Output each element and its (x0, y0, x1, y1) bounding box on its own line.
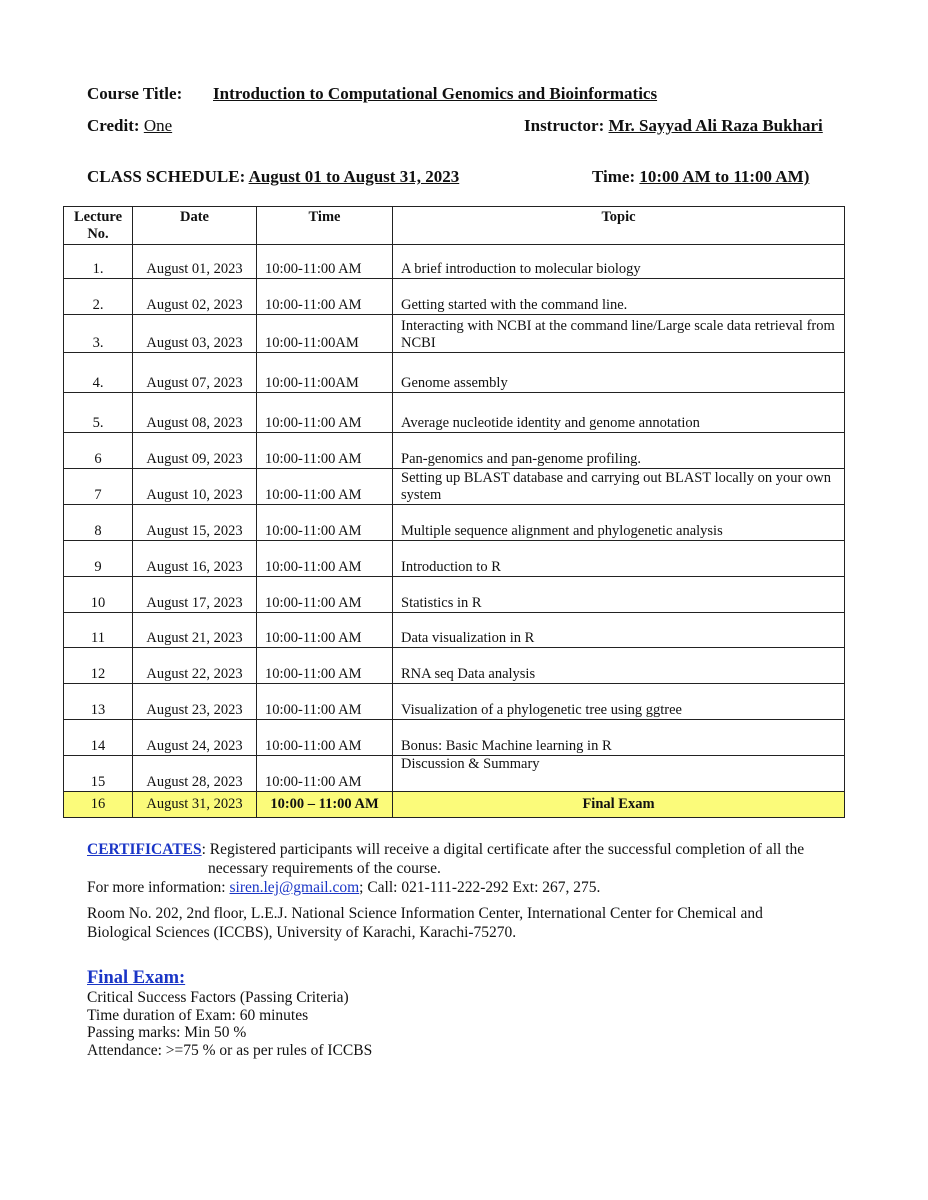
time-value: 10:00 AM to 11:00 AM) (639, 167, 810, 186)
class-schedule-dates: August 01 to August 31, 2023 (248, 167, 460, 186)
lecture-date: August 22, 2023 (133, 648, 257, 684)
lecture-time: 10:00-11:00 AM (257, 279, 393, 315)
lecture-topic: Final Exam (393, 792, 845, 818)
lecture-topic: Bonus: Basic Machine learning in R (393, 720, 845, 756)
class-schedule-label: CLASS SCHEDULE (87, 167, 240, 186)
lecture-date: August 02, 2023 (133, 279, 257, 315)
lecture-date: August 16, 2023 (133, 541, 257, 577)
lecture-topic: Statistics in R (393, 577, 845, 613)
table-row (64, 720, 845, 756)
address (87, 904, 847, 942)
final-exam-list (87, 989, 372, 1059)
certificates-text: : Registered participants will receive a digital certificate after the successful completion of all the (201, 841, 805, 858)
list-item: Passing marks: Min 50 % (87, 1024, 247, 1041)
lecture-topic: Multiple sequence alignment and phylogenetic analysis (393, 505, 845, 541)
address-line: Biological Sciences (ICCBS), University of Karachi, Karachi-75270. (87, 924, 517, 941)
certificates-text-cont: necessary requirements of the course. (208, 860, 441, 877)
lecture-no: 13 (64, 684, 133, 720)
lecture-no: 3. (64, 315, 133, 353)
credit-label: Credit: (87, 116, 140, 135)
lecture-date: August 21, 2023 (133, 613, 257, 648)
course-title: Introduction to Computational Genomics and Bioinformatics (213, 84, 658, 103)
lecture-topic: A brief introduction to molecular biology (393, 245, 845, 279)
table-header-row (64, 207, 845, 245)
lecture-date: August 31, 2023 (133, 792, 257, 818)
lecture-topic: Average nucleotide identity and genome annotation (393, 393, 845, 433)
list-item: Attendance: >=75 % or as per rules of ICCBS (87, 1041, 373, 1059)
lecture-no: 12 (64, 648, 133, 684)
lecture-no: 4. (64, 353, 133, 393)
credit-line (87, 116, 172, 136)
lecture-topic: Introduction to R (393, 541, 845, 577)
info-prefix: For more information: (87, 879, 230, 896)
instructor-name: Mr. Sayyad Ali Raza Bukhari (608, 116, 823, 135)
list-item: Critical Success Factors (Passing Criteria) (87, 989, 349, 1006)
lecture-no: 9 (64, 541, 133, 577)
email-link[interactable]: siren.lej@gmail.com (229, 879, 360, 896)
lecture-date: August 03, 2023 (133, 315, 257, 353)
table-row (64, 613, 845, 648)
lecture-topic: Getting started with the command line. (393, 279, 845, 315)
lecture-time: 10:00-11:00AM (257, 353, 393, 393)
header-date: Date (133, 207, 257, 245)
table-row (64, 433, 845, 469)
time-line (592, 167, 809, 187)
credit-value: One (143, 116, 173, 135)
lecture-no: 14 (64, 720, 133, 756)
lecture-time: 10:00-11:00 AM (257, 393, 393, 433)
lecture-date: August 01, 2023 (133, 245, 257, 279)
lecture-no: 5. (64, 393, 133, 433)
table-row (64, 756, 845, 792)
lecture-topic: Interacting with NCBI at the command line/Large scale data retrieval from NCBI (393, 315, 845, 353)
lecture-topic: Setting up BLAST database and carrying out BLAST locally on your own system (393, 469, 845, 505)
lecture-no: 10 (64, 577, 133, 613)
lecture-time: 10:00-11:00 AM (257, 648, 393, 684)
lecture-time: 10:00-11:00 AM (257, 245, 393, 279)
lecture-topic: Visualization of a phylogenetic tree using ggtree (393, 684, 845, 720)
lecture-no: 7 (64, 469, 133, 505)
table-row (64, 315, 845, 353)
certificates-section (87, 840, 847, 897)
lecture-date: August 10, 2023 (133, 469, 257, 505)
lecture-date: August 08, 2023 (133, 393, 257, 433)
instructor-line (524, 116, 823, 136)
lecture-time: 10:00-11:00 AM (257, 756, 393, 792)
table-row (64, 684, 845, 720)
table-row (64, 577, 845, 613)
instructor-label: Instructor: (524, 116, 605, 135)
final-exam-heading: Final Exam: (87, 968, 186, 988)
contact-line (87, 878, 847, 897)
lecture-no: 8 (64, 505, 133, 541)
time-label: Time: (592, 167, 636, 186)
lecture-no: 1. (64, 245, 133, 279)
call-text: ; Call: 021-111-222-292 Ext: 267, 275. (359, 879, 601, 896)
lecture-date: August 23, 2023 (133, 684, 257, 720)
lecture-time: 10:00-11:00 AM (257, 541, 393, 577)
lecture-topic: RNA seq Data analysis (393, 648, 845, 684)
table-row (64, 393, 845, 433)
table-row (64, 505, 845, 541)
lecture-date: August 09, 2023 (133, 433, 257, 469)
lecture-time: 10:00-11:00 AM (257, 433, 393, 469)
certificates-label: CERTIFICATES (87, 841, 202, 858)
lecture-time: 10:00 – 11:00 AM (257, 792, 393, 818)
lecture-time: 10:00-11:00 AM (257, 577, 393, 613)
course-title-label: Course Title: (87, 84, 183, 103)
lecture-no: 15 (64, 756, 133, 792)
lecture-time: 10:00-11:00 AM (257, 469, 393, 505)
schedule-table (63, 206, 845, 818)
final-exam-row (64, 792, 845, 818)
lecture-no: 2. (64, 279, 133, 315)
lecture-topic: Discussion & Summary (393, 756, 845, 792)
lecture-date: August 15, 2023 (133, 505, 257, 541)
lecture-no: 6 (64, 433, 133, 469)
lecture-date: August 07, 2023 (133, 353, 257, 393)
header-lecture-no: Lecture No. (64, 207, 133, 245)
list-item: Time duration of Exam: 60 minutes (87, 1006, 309, 1024)
table-row (64, 353, 845, 393)
lecture-no: 11 (64, 613, 133, 648)
lecture-time: 10:00-11:00 AM (257, 613, 393, 648)
header-time: Time (257, 207, 393, 245)
address-line: Room No. 202, 2nd floor, L.E.J. National Science Information Center, International Center for Chemical and (87, 905, 763, 922)
lecture-no: 16 (64, 792, 133, 818)
certificates-line (87, 840, 847, 859)
table-row (64, 469, 845, 505)
lecture-time: 10:00-11:00AM (257, 315, 393, 353)
table-row (64, 541, 845, 577)
lecture-topic: Genome assembly (393, 353, 845, 393)
header-topic: Topic (393, 207, 845, 245)
table-row (64, 648, 845, 684)
lecture-topic: Data visualization in R (393, 613, 845, 648)
lecture-time: 10:00-11:00 AM (257, 684, 393, 720)
class-schedule-line (87, 167, 459, 187)
lecture-date: August 24, 2023 (133, 720, 257, 756)
table-row (64, 279, 845, 315)
lecture-date: August 28, 2023 (133, 756, 257, 792)
class-schedule-colon: : (239, 167, 246, 186)
lecture-time: 10:00-11:00 AM (257, 505, 393, 541)
lecture-date: August 17, 2023 (133, 577, 257, 613)
table-row (64, 245, 845, 279)
lecture-time: 10:00-11:00 AM (257, 720, 393, 756)
lecture-topic: Pan-genomics and pan-genome profiling. (393, 433, 845, 469)
